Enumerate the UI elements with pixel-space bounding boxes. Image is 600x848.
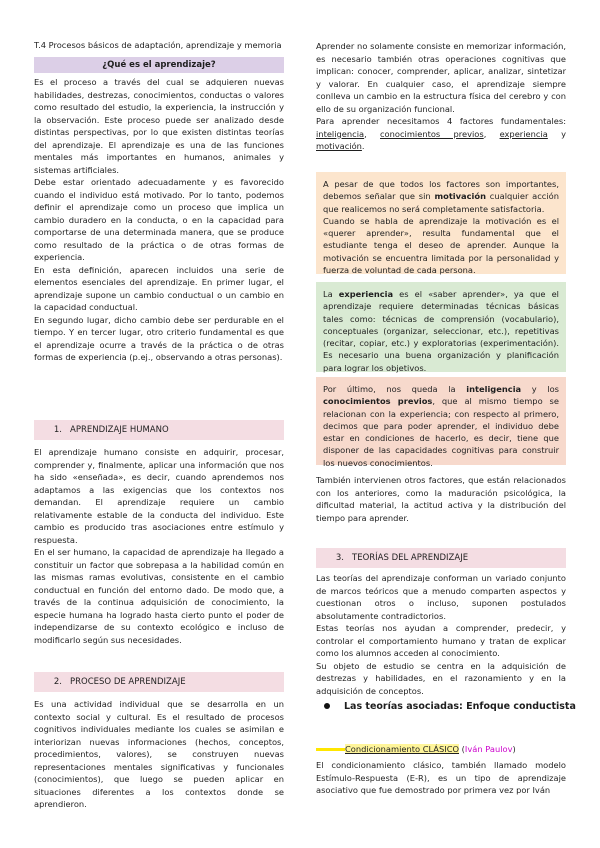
paragraph: En esta definición, aparecen incluidos una serie de elementos esenciales del aprendizaje. En primer lugar, el aprendizaje supone un cambio conductual o un cambio en la capacidad conductual.	[34, 264, 284, 312]
section-number: 1.	[53, 425, 62, 435]
intelligence-term: inteligencia	[466, 384, 522, 394]
bullet-conductista: Las teorías asociadas: Enfoque conductista	[316, 701, 576, 712]
section-title: PROCESO DE APRENDIZAJE	[70, 677, 186, 687]
question-heading: ¿Qué es el aprendizaje?	[34, 57, 284, 73]
section-header-aprendizaje-humano	[34, 420, 284, 440]
section-number: 3.	[335, 553, 344, 563]
factor-conocimientos-previos: conocimientos previos	[380, 128, 484, 139]
factor-experiencia: experiencia	[499, 128, 548, 139]
paragraph: El condicionamiento clásico, también llamado modelo Estímulo-Respuesta (E-R), es un tipo de aprendizaje asociativo que fue demostrado por primera vez por Iván	[316, 760, 566, 795]
motivation-term: motivación	[434, 191, 487, 202]
paragraph: En el ser humano, la capacidad de aprendizaje ha llegado a constituir un factor que sobrepasa a la habilidad común en las mismas ramas evolutivas, consistente en el cambio conductual en función del entorno dado. De modo que, a través de la continua adquisición de conocimiento, la especie humana ha logrado hasta cierto punto el poder de independizarse de su contexto ecológico e incluso de modificarlo según sus necesidades.	[34, 547, 284, 645]
right-intro	[316, 40, 566, 153]
section-header-teorias	[316, 548, 566, 568]
section1-body	[34, 446, 284, 646]
section-header-proceso-aprendizaje	[34, 672, 284, 692]
paragraph: En segundo lugar, dicho cambio debe ser perdurable en el tiempo. Y en tercer lugar, otro criterio fundamental es que el aprendizaje ocurre a través de la práctica o de otras formas de experiencia (p.ej., observando a otras personas).	[34, 314, 284, 362]
section-number: 2.	[53, 677, 62, 687]
prior-knowledge-term: conocimientos previos	[323, 396, 433, 407]
author-name: Iván Paulov	[464, 744, 513, 754]
paragraph: Es una actividad individual que se desarrolla en un contexto social y cultural. Es el resultado de procesos cognitivos individuales mediante los cuales se asimilan e interiorizan nuevas informaciones (hechos, conceptos, procedimientos, valores), se construyen nuevas representaciones mentales significativas y funcionales (conocimientos), que luego se pueden aplicar en situaciones diferentes a los contextos donde se aprendieron.	[34, 699, 284, 809]
bullet-icon	[324, 703, 330, 709]
classical-conditioning-text	[316, 759, 566, 797]
experience-term: experiencia	[338, 289, 394, 299]
intelligence-box: Por último, nos queda la inteligencia y los conocimientos previos, que al mismo tiempo se relacionan con la experiencia; con respecto al primero, decimos que para poder aprender, el individuo debe estar en condiciones de hacerlo, es decir, tiene que disponer de las capacidades cognitivas para construir los nuevos conocimientos.	[316, 377, 566, 465]
section3-body	[316, 572, 566, 697]
other-factors	[316, 474, 566, 524]
paragraph: Debe estar orientado adecuadamente y es favorecido cuando el individuo está motivado. Por lo tanto, podemos definir el aprendizaje como un proceso que implica un cambio duradero en la conducta, o en la capacidad para comportarse de una determinada manera, que se produce como resultado de la práctica o de otras formas de experiencia.	[34, 177, 284, 262]
document-title: T.4 Procesos básicos de adaptación, aprendizaje y memoria	[34, 40, 282, 50]
paragraph: También intervienen otros factores, que están relacionados con los anteriores, como la maduración psicológica, la dificultad material, la actitud activa y la distribución del tiempo para aprender.	[316, 475, 566, 523]
section-title: APRENDIZAJE HUMANO	[70, 425, 169, 435]
intro-text	[34, 76, 284, 364]
factors-paragraph: Para aprender necesitamos 4 factores fundamentales: inteligencia, conocimientos previos, experiencia y motivación.	[316, 116, 566, 151]
classical-conditioning-label: Condicionamiento CLÁSICO (Iván Paulov)	[316, 744, 516, 754]
paragraph: Estas teorías nos ayudan a comprender, predecir, y controlar el comportamiento humano y tratan de explicar como los alumnos acceden al conocimiento.	[316, 623, 566, 658]
motivation-box: A pesar de que todos los factores son importantes, debemos señalar que sin motivación cualquier acción que realicemos no será completamente satisfactoria. Cuando se habla de aprendizaje la motivación es el «querer aprender», resulta fundamental que el estudiante tenga el deseo de aprender. Aunque la motivación se encuentra limitada por la personalidad y fuerza de voluntad de cada persona.	[316, 172, 566, 274]
paragraph: Es el proceso a través del cual se adquieren nuevas habilidades, destrezas, conocimientos, conductas o valores como resultado del estudio, la experiencia, la instrucción y la observación. Este proceso puede ser analizado desde distintas perspectivas, por lo que existen distintas teorías del aprendizaje. El aprendizaje es una de las funciones mentales más importantes en humanos, animales y sistemas artificiales.	[34, 77, 284, 175]
paragraph: Su objeto de estudio se centra en la adquisición de destrezas y habilidades, en el razonamiento y en la adquisición de conceptos.	[316, 660, 566, 696]
paragraph: Aprender no solamente consiste en memorizar información, es necesario también otras operaciones cognitivas que implican: conocer, comprender, aplicar, analizar, sintetizar y valorar. En cualquier caso, el aprendizaje siempre conlleva un cambio en la estructura física del cerebro y con ello de su organización funcional.	[316, 41, 566, 114]
section-title: TEORÍAS DEL APRENDIZAJE	[352, 553, 469, 563]
experience-box: La experiencia es el «saber aprender», ya que el aprendizaje requiere determinadas técnicas básicas tales como: técnicas de comprensión (vocabulario), conceptuales (organizar, seleccionar, etc.), repetitivas (recitar, copiar, etc.) y exploratorias (experimentación). Es necesario una buena organización y planificación para lograr los objetivos.	[316, 282, 566, 372]
paragraph: El aprendizaje humano consiste en adquirir, procesar, comprender y, finalmente, aplicar una información que nos ha sido «enseñada», es decir, cuando aprendemos nos adaptamos a las exigencias que los contextos nos demandan. El aprendizaje requiere un cambio relativamente estable de la conducta del individuo. Este cambio es producido tras asociaciones entre estímulo y respuesta.	[34, 447, 284, 545]
factor-inteligencia: inteligencia	[316, 128, 365, 139]
highlight-mark	[316, 748, 346, 751]
paragraph: Las teorías del aprendizaje conforman un variado conjunto de marcos teóricos que a menudo comparten aspectos y cuestionan otros o incluso, suponen postulados absolutamente contradictorios.	[316, 573, 566, 621]
section2-body	[34, 698, 284, 811]
factor-motivacion: motivación	[316, 141, 362, 151]
